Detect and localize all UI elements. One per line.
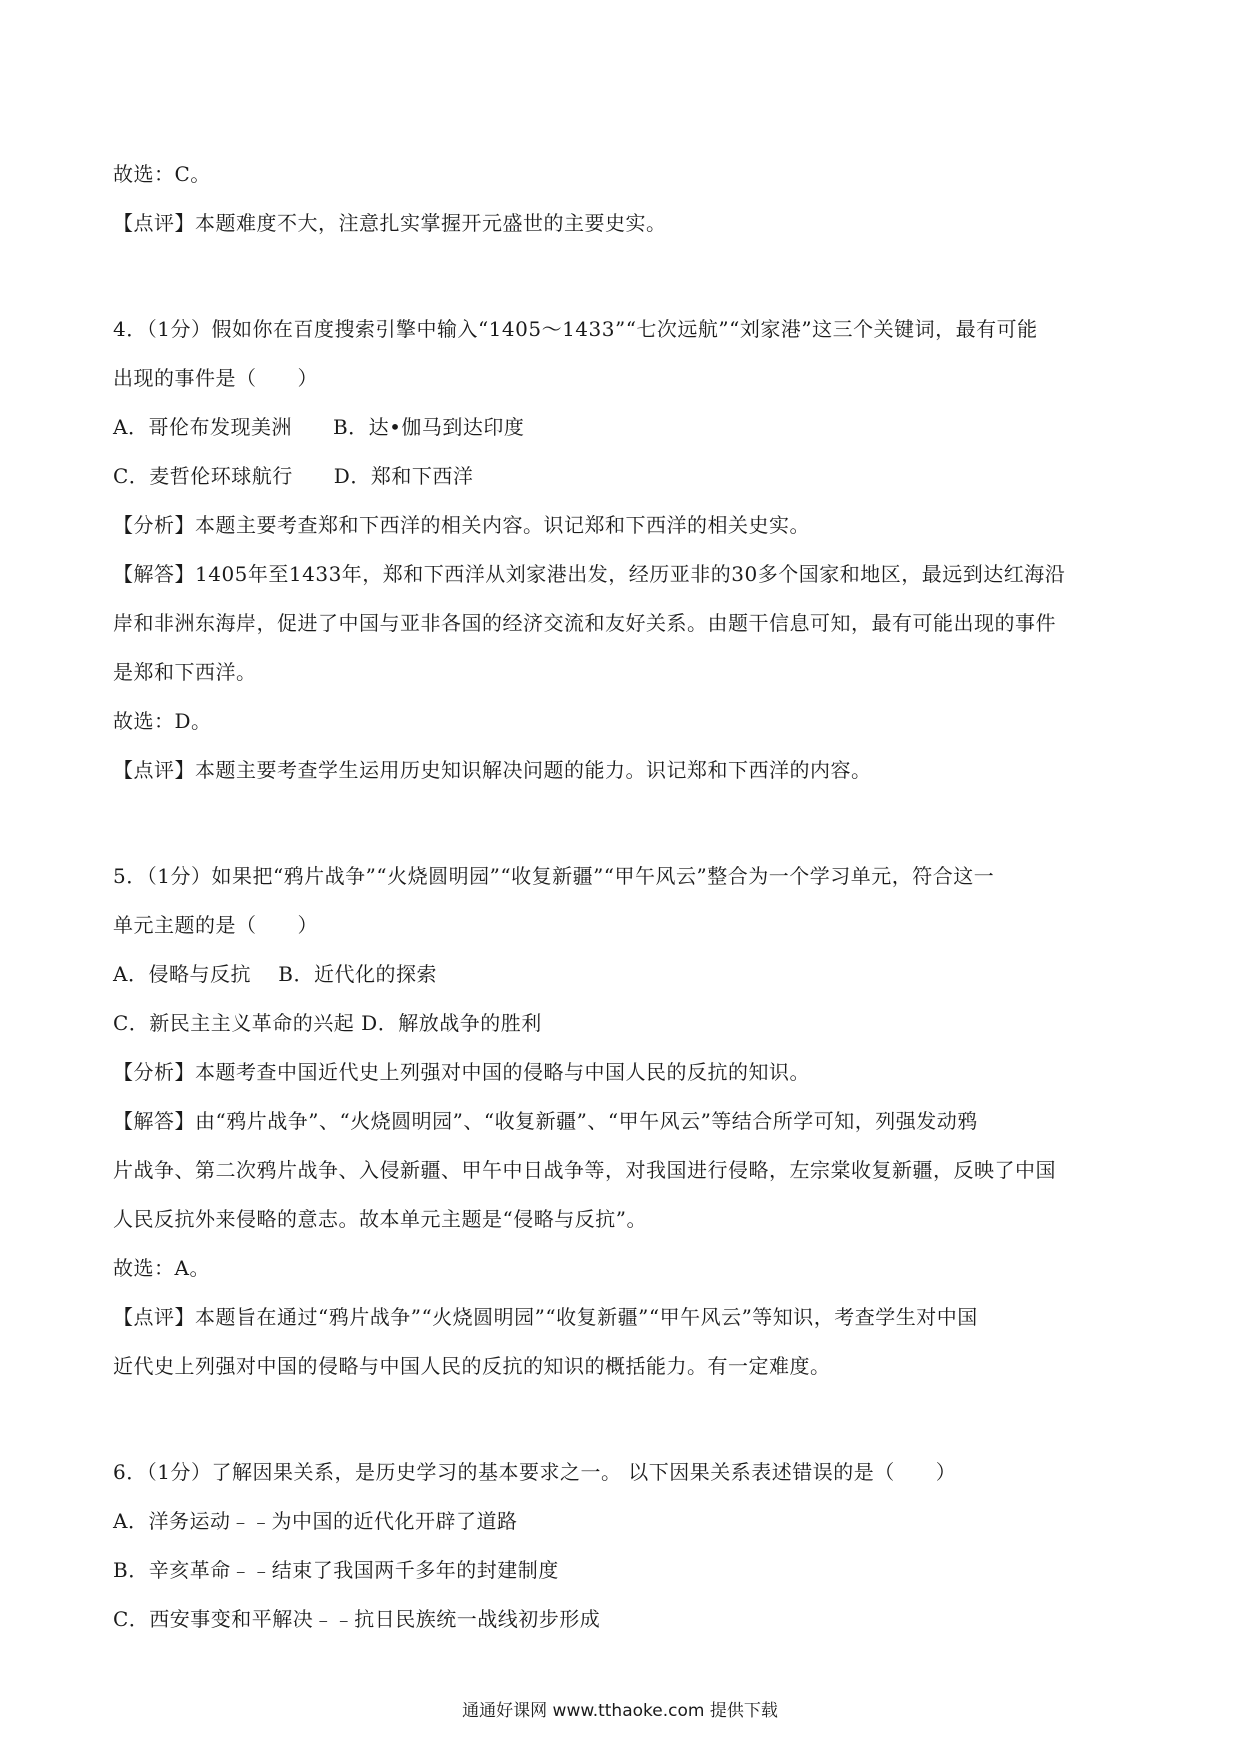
- options-line: C．麦哲伦环球航行 D．郑和下西洋: [113, 464, 474, 488]
- top-block: [113, 150, 1133, 248]
- question-stem: 单元主题的是（ ）: [113, 913, 318, 937]
- answer-line: 故选：C。: [113, 162, 211, 186]
- comment-line: 【点评】本题难度不大，注意扎实掌握开元盛世的主要史实。: [113, 211, 667, 235]
- question-stem: 5．（1分）如果把“鸦片战争”“火烧圆明园”“收复新疆”“甲午风云”整合为一个学习单元，符合这一: [113, 864, 995, 888]
- answer-line: 故选：A。: [113, 1256, 210, 1280]
- solution-line: 片战争、第二次鸦片战争、入侵新疆、甲午中日战争等，对我国进行侵略，左宗棠收复新疆，反映了中国: [113, 1158, 1056, 1182]
- question-stem: 出现的事件是（ ）: [113, 366, 318, 390]
- solution-line: 是郑和下西洋。: [113, 660, 257, 684]
- footer-watermark: 通通好课网 www.tthaoke.com 提供下载: [462, 1701, 778, 1721]
- answer-line: 故选：D。: [113, 709, 212, 733]
- analysis-line: 【分析】本题考查中国近代史上列强对中国的侵略与中国人民的反抗的知识。: [113, 1060, 810, 1084]
- option-b: B．辛亥革命﹣﹣结束了我国两千多年的封建制度: [113, 1558, 559, 1582]
- option-c: C．西安事变和平解决﹣﹣抗日民族统一战线初步形成: [113, 1607, 601, 1631]
- options-line: C．新民主主义革命的兴起 D．解放战争的胜利: [113, 1011, 542, 1035]
- comment-line: 近代史上列强对中国的侵略与中国人民的反抗的知识的概括能力。有一定难度。: [113, 1354, 831, 1378]
- question-stem: 6．（1分）了解因果关系，是历史学习的基本要求之一。 以下因果关系表述错误的是（ ）: [113, 1460, 957, 1484]
- question-4: [113, 305, 1133, 795]
- comment-line: 【点评】本题主要考查学生运用历史知识解决问题的能力。识记郑和下西洋的内容。: [113, 758, 872, 782]
- comment-line: 【点评】本题旨在通过“鸦片战争”“火烧圆明园”“收复新疆”“甲午风云”等知识，考查学生对中国: [113, 1305, 978, 1329]
- document-page: [113, 150, 1133, 1644]
- question-5: [113, 852, 1133, 1391]
- analysis-line: 【分析】本题主要考查郑和下西洋的相关内容。识记郑和下西洋的相关史实。: [113, 513, 810, 537]
- solution-line: 岸和非洲东海岸，促进了中国与亚非各国的经济交流和友好关系。由题干信息可知，最有可能出现的事件: [113, 611, 1056, 635]
- question-6: [113, 1448, 1133, 1644]
- solution-line: 【解答】由“鸦片战争”、“火烧圆明园”、“收复新疆”、“甲午风云”等结合所学可知，列强发动鸦: [113, 1109, 978, 1133]
- option-a: A．洋务运动﹣﹣为中国的近代化开辟了道路: [113, 1509, 518, 1533]
- question-stem: 4．（1分）假如你在百度搜索引擎中输入“1405～1433”“七次远航”“刘家港”这三个关键词，最有可能: [113, 317, 1038, 341]
- options-line: A．哥伦布发现美洲 B．达•伽马到达印度: [113, 415, 525, 439]
- solution-line: 【解答】1405年至1433年，郑和下西洋从刘家港出发，经历亚非的30多个国家和地区，最远到达红海沿: [113, 562, 1066, 586]
- solution-line: 人民反抗外来侵略的意志。故本单元主题是“侵略与反抗”。: [113, 1207, 647, 1231]
- options-line: A．侵略与反抗 B．近代化的探索: [113, 962, 437, 986]
